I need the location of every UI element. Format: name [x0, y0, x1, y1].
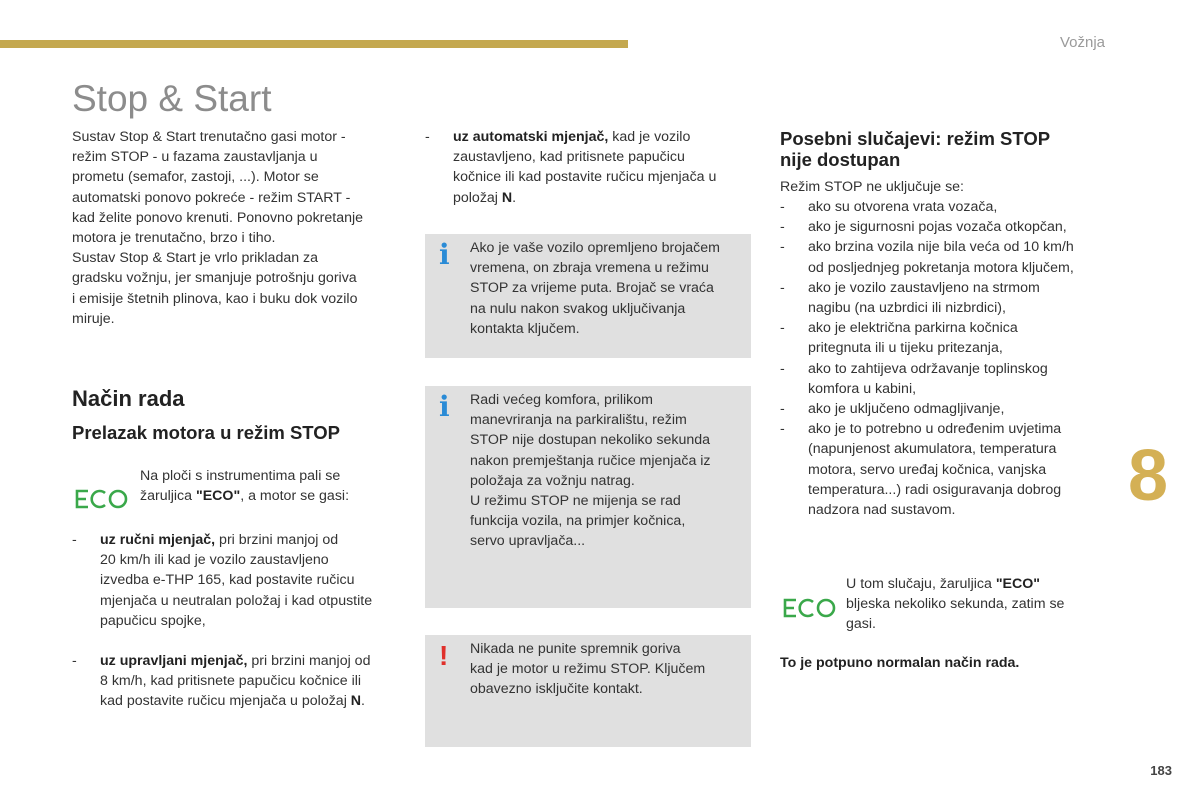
list-item: - ako je sigurnosni pojas vozača otkopčan, [780, 219, 1067, 236]
special-cases-list [780, 197, 1110, 520]
special-cases-intro: Režim STOP ne uključuje se: [780, 179, 964, 195]
intro-line: kad želite ponovo krenuti. Ponovno pokretanje [72, 209, 364, 226]
eco-icon [781, 596, 837, 620]
closing-statement: To je potpuno normalan način rada. [780, 655, 1020, 671]
note-box-parking: i Radi većeg komfora, prilikom manevriranja na parkiralištu, režim STOP nije dostupan nekoliko sekunda nakon premještanja ručice mjenjača iz položaja za vožnju natrag. U režimu STOP ne mijenja se rad funkcija vozila, na primjer kočnica, servo upravljača... [425, 386, 751, 608]
eco-label: "ECO" [995, 576, 1041, 592]
intro-line: motora je trenutačno, brzo i tiho. [72, 230, 276, 247]
eco-flash-text: U tom slučaju, žaruljica "ECO" bljeska nekoliko sekunda, zatim se gasi. [846, 576, 1065, 633]
gearbox-type: uz upravljani mjenjač, [100, 653, 248, 669]
gearbox-type: uz automatski mjenjač, [453, 129, 609, 145]
special-cases-heading: Posebni slučajevi: režim STOP nije dostupan [780, 128, 1051, 170]
page-title: Stop & Start [72, 78, 272, 119]
intro-line: i emisije štetnih plinova, kao i buku dok vozilo [72, 290, 358, 307]
eco-icon [73, 487, 129, 511]
intro-line: automatski ponovo pokreće - režim START - [72, 189, 351, 206]
info-icon: i [439, 238, 450, 271]
header-accent-bar [0, 40, 628, 48]
intro-line: režim STOP - u fazama zaustavljanja u [72, 149, 318, 166]
intro-line: prometu (semafor, zastoji, ...). Motor se [72, 169, 319, 186]
list-item: - ako je električna parkirna kočnica pritegnuta ili u tijeku pritezanja, [780, 320, 1018, 357]
chapter-number: 8 [1128, 436, 1169, 516]
eco-lamp-text [140, 466, 400, 506]
list-item: - ako su otvorena vrata vozača, [780, 199, 998, 215]
list-item: - ako to zahtijeva održavanje toplinskog komfora u kabini, [780, 360, 1048, 397]
warning-icon: ! [439, 640, 449, 671]
stop-mode-subheading: Prelazak motora u režim STOP [72, 422, 341, 443]
list-item: - ako je uključeno odmagljivanje, [780, 401, 1005, 418]
intro-line: Sustav Stop & Start trenutačno gasi motor - [72, 129, 346, 145]
intro-line: Sustav Stop & Start je vrlo prikladan za [72, 250, 319, 267]
intro-line: gradsku vožnju, jer smanjuje potrošnju goriva [72, 270, 357, 287]
list-item: - ako brzina vozila nije bila veća od 10 km/h od posljednjeg pokretanja motora ključem, [780, 239, 1074, 276]
section-label: Vožnja [1059, 34, 1105, 51]
operation-heading: Način rada [72, 386, 185, 411]
list-item: - ako je to potrebno u određenim uvjetima (napunjenost akumulatora, temperatura motora, servo uređaj kočnica, vanjska temperatura...) radi osiguravanja dobrog nadzora nad sustavom. [780, 421, 1062, 519]
eco-label: "ECO" [195, 488, 241, 505]
gearbox-type: uz ručni mjenjač, [100, 532, 216, 548]
list-item: - ako je vozilo zaustavljeno na strmom nagibu (na uzbrdici ili nizbrdici), [780, 279, 1040, 317]
note-box-timer: i Ako je vaše vozilo opremljeno brojačem vremena, on zbraja vremena u režimu STOP za vrijeme puta. Brojač se vraća na nulu nakon svakog uključivanja kontakta ključem. [425, 234, 751, 358]
page-number: 183 [1150, 763, 1172, 778]
info-icon: i [439, 390, 450, 423]
eco-text-line: Na ploči s instrumentima pali se [140, 468, 341, 484]
intro-paragraph [72, 127, 402, 329]
note-box-warning: ! Nikada ne punite spremnik goriva kad je motor u režimu STOP. Ključem obavezno isključite kontakt. [425, 635, 751, 747]
eco-text-line: žaruljica "ECO", a motor se gasi: [140, 488, 350, 505]
intro-line: miruje. [72, 310, 115, 327]
